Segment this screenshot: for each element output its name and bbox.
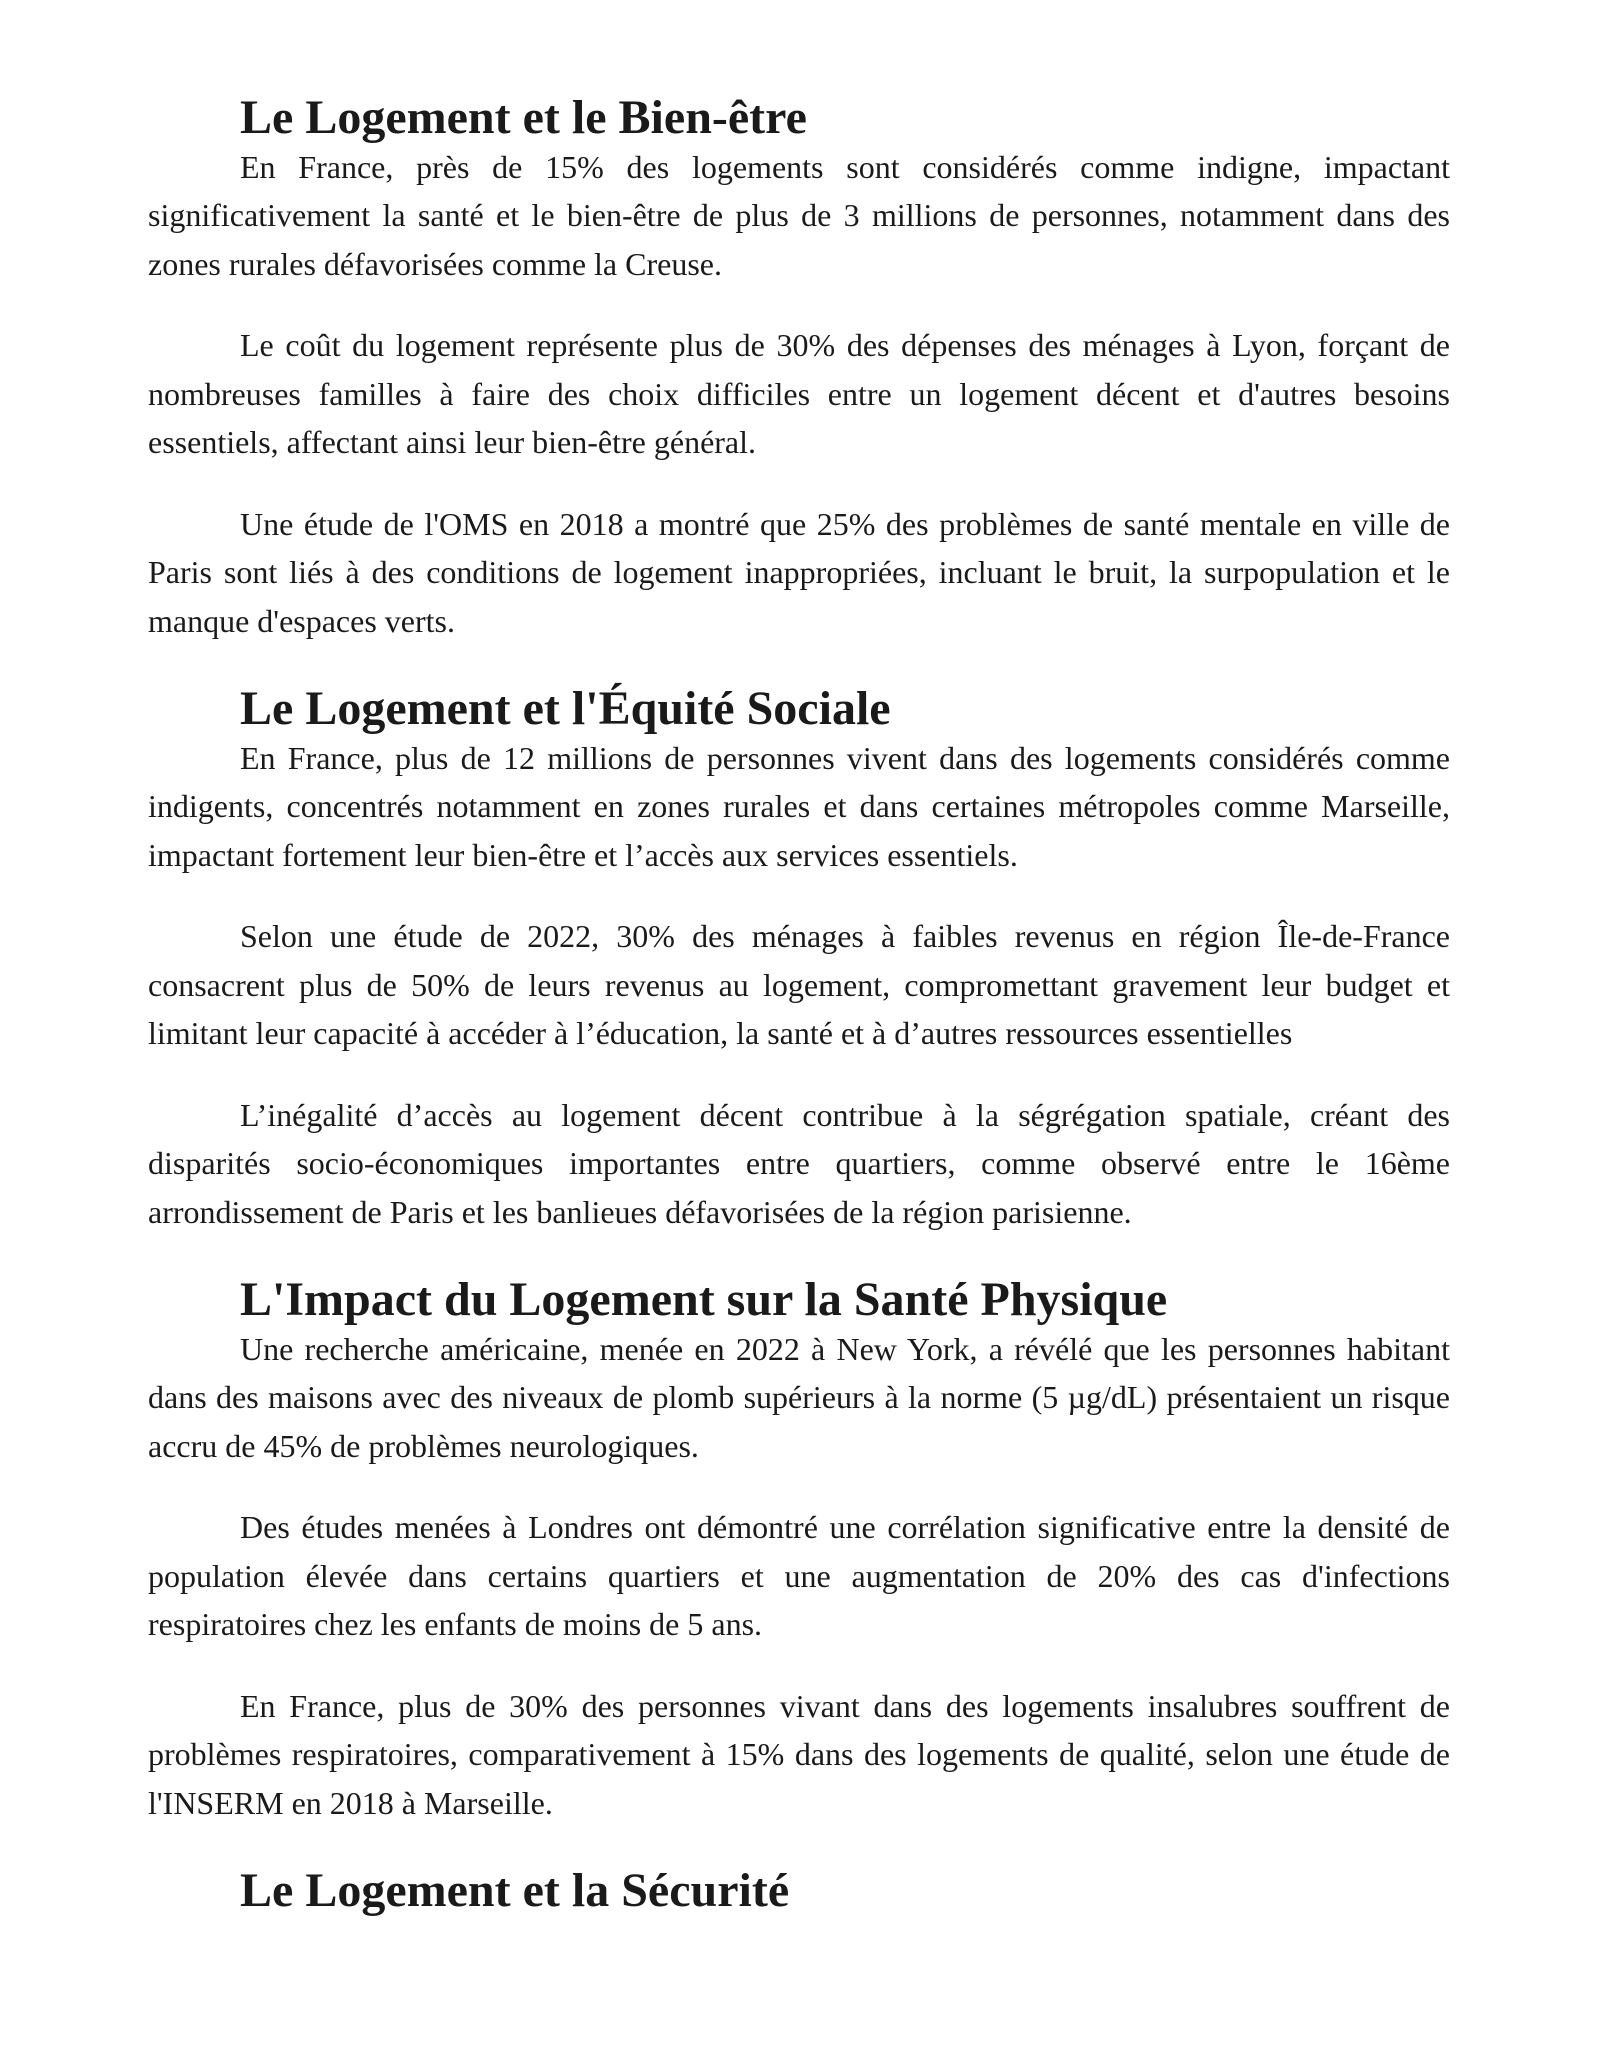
section-bien-etre xyxy=(148,91,1450,645)
paragraph: Selon une étude de 2022, 30% des ménages à faibles revenus en région Île-de-France consacrent plus de 50% de leurs revenus au logement, compromettant gravement leur budget et limitant leur capacité à accéder à l’éducation, la santé et à d’autres ressources essentielles xyxy=(148,918,1450,1051)
section-securite xyxy=(148,1864,1450,1917)
paragraph: Une étude de l'OMS en 2018 a montré que 25% des problèmes de santé mentale en ville de Paris sont liés à des conditions de logement inappropriées, incluant le bruit, la surpopulation et le manque d'espaces verts. xyxy=(148,505,1450,639)
paragraph: En France, plus de 12 millions de personnes vivent dans des logements considérés comme indigents, concentrés notamment en zones rurales et dans certaines métropoles comme Marseille, impactant fortement leur bien-être et l’accès aux services essentiels. xyxy=(148,739,1450,873)
section-heading: Le Logement et le Bien-être xyxy=(240,91,807,144)
section-sante-physique xyxy=(148,1273,1450,1827)
section-heading: L'Impact du Logement sur la Santé Physique xyxy=(240,1273,1168,1326)
section-heading: Le Logement et l'Équité Sociale xyxy=(240,682,891,735)
section-equite-sociale xyxy=(148,682,1450,1236)
paragraph: En France, plus de 30% des personnes vivant dans des logements insalubres souffrent de problèmes respiratoires, comparativement à 15% dans des logements de qualité, selon une étude de l'INSERM en 2018 à Marseille. xyxy=(148,1687,1450,1821)
section-heading: Le Logement et la Sécurité xyxy=(240,1864,790,1917)
paragraph: Une recherche américaine, menée en 2022 à New York, a révélé que les personnes habitant dans des maisons avec des niveaux de plomb supérieurs à la norme (5 µg/dL) présentaient un risque accru de 45% de problèmes neurologiques. xyxy=(148,1330,1450,1464)
document-page xyxy=(148,91,1450,1917)
paragraph: Des études menées à Londres ont démontré une corrélation significative entre la densité de population élevée dans certains quartiers et une augmentation de 20% des cas d'infections respiratoires chez les enfants de moins de 5 ans. xyxy=(148,1509,1450,1642)
paragraph: En France, près de 15% des logements sont considérés comme indigne, impactant significativement la santé et le bien-être de plus de 3 millions de personnes, notamment dans des zones rurales défavorisées comme la Creuse. xyxy=(148,148,1450,282)
paragraph: L’inégalité d’accès au logement décent contribue à la ségrégation spatiale, créant des disparités socio-économiques importantes entre quartiers, comme observé entre le 16ème arrondissement de Paris et les banlieues défavorisées de la région parisienne. xyxy=(148,1096,1450,1230)
paragraph: Le coût du logement représente plus de 30% des dépenses des ménages à Lyon, forçant de nombreuses familles à faire des choix difficiles entre un logement décent et d'autres besoins essentiels, affectant ainsi leur bien-être général. xyxy=(148,327,1450,460)
